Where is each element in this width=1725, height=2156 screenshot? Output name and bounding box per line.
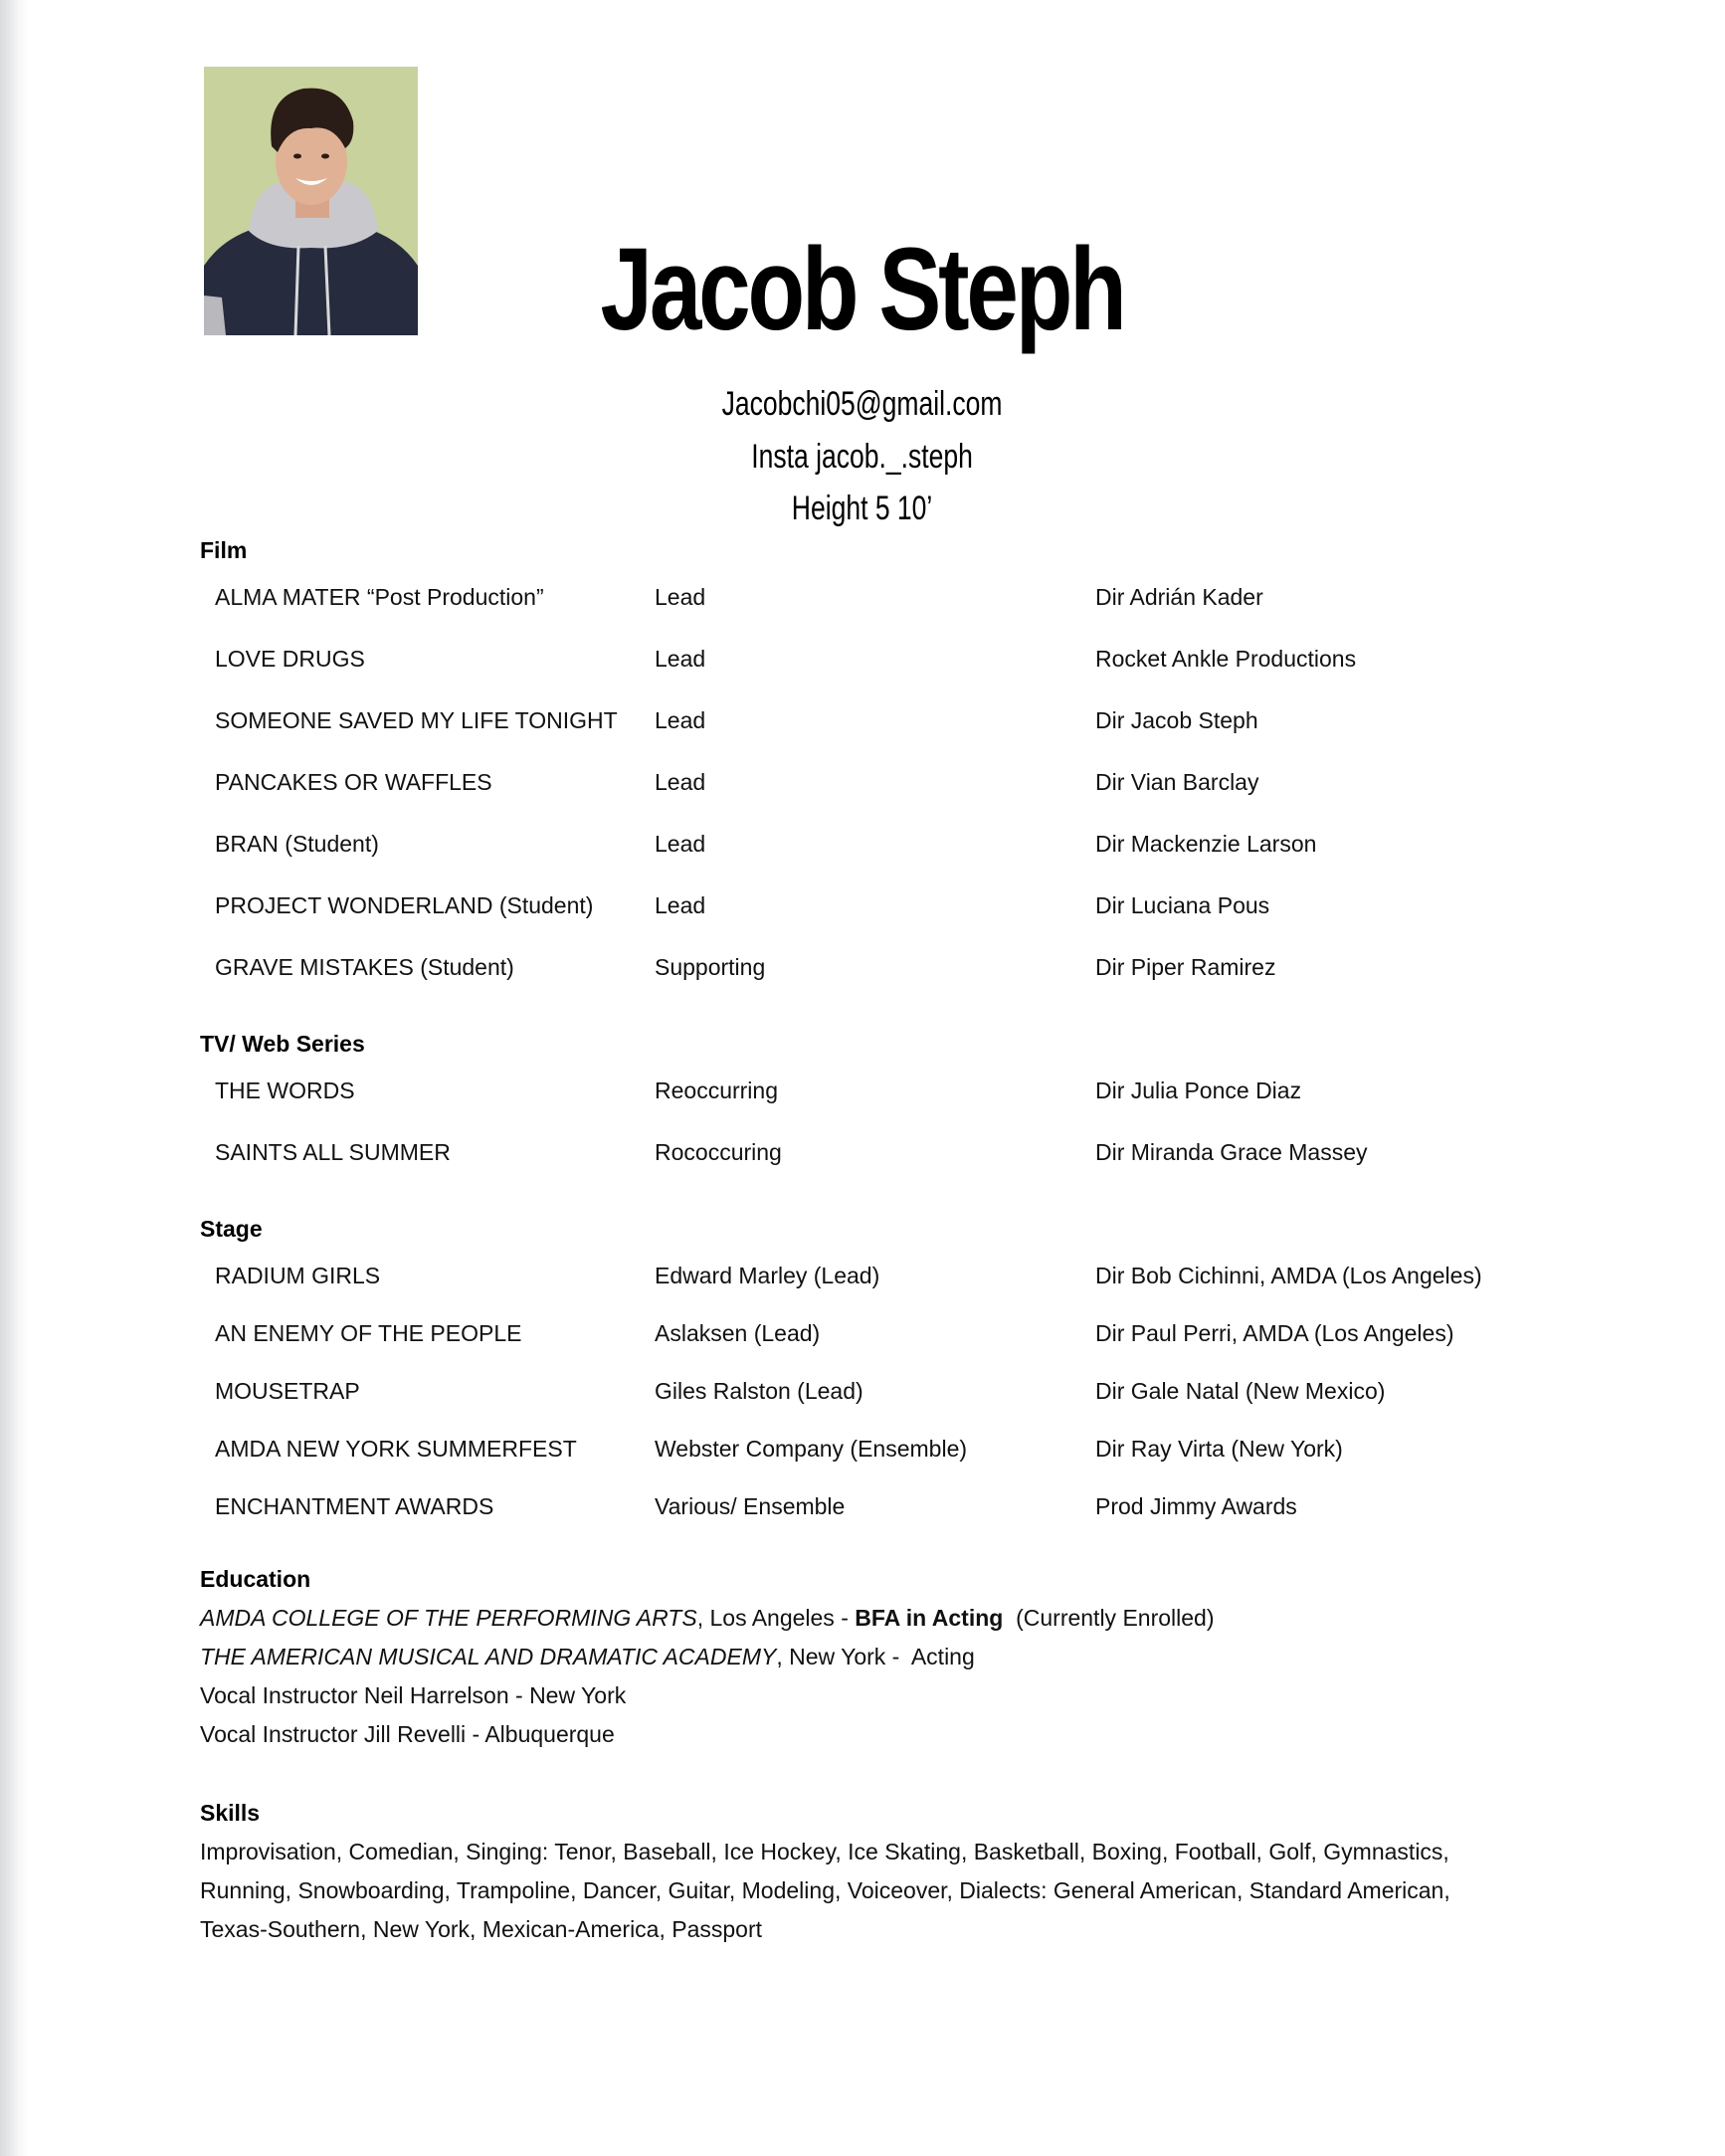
credit-role: Reoccurring <box>655 1078 778 1103</box>
credit-director: Dir Paul Perri, AMDA (Los Angeles) <box>1095 1320 1454 1346</box>
credit-role: Lead <box>655 707 706 733</box>
credit-role: Aslaksen (Lead) <box>655 1320 821 1346</box>
table-row <box>0 892 1725 922</box>
credit-title: ALMA MATER “Post Production” <box>215 584 544 610</box>
credit-director: Dir Piper Ramirez <box>1095 954 1276 980</box>
contact-insta: Insta jacob._.steph <box>751 438 973 476</box>
credit-director: Dir Vian Barclay <box>1095 769 1259 795</box>
credit-role: Lead <box>655 769 706 795</box>
credit-title: ENCHANTMENT AWARDS <box>215 1493 494 1519</box>
education-line <box>200 1644 975 1670</box>
credit-title: AMDA NEW YORK SUMMERFEST <box>215 1436 577 1462</box>
table-row <box>0 769 1725 799</box>
credit-role: Lead <box>655 892 706 918</box>
credit-role: Giles Ralston (Lead) <box>655 1378 863 1404</box>
credit-director: Dir Gale Natal (New Mexico) <box>1095 1378 1386 1404</box>
table-row <box>0 1493 1725 1523</box>
credit-director: Dir Jacob Steph <box>1095 707 1258 733</box>
table-row <box>0 1078 1725 1107</box>
table-row <box>0 831 1725 861</box>
credit-director: Dir Julia Ponce Diaz <box>1095 1078 1302 1103</box>
skills-line: Texas-Southern, New York, Mexican-America, Passport <box>200 1916 763 1942</box>
section-title-skills: Skills <box>200 1800 261 1826</box>
skills-line: Improvisation, Comedian, Singing: Tenor, Baseball, Ice Hockey, Ice Skating, Basketball, Boxing, Football, Golf, Gymnastics, <box>200 1839 1449 1864</box>
table-row <box>0 1320 1725 1350</box>
school-name: AMDA COLLEGE OF THE PERFORMING ARTS <box>200 1605 697 1631</box>
credit-title: PROJECT WONDERLAND (Student) <box>215 892 594 918</box>
section-title-education: Education <box>200 1566 311 1592</box>
section-title-stage: Stage <box>200 1216 263 1242</box>
credit-role: Edward Marley (Lead) <box>655 1263 880 1288</box>
credit-role: Various/ Ensemble <box>655 1493 846 1519</box>
table-row <box>0 1436 1725 1466</box>
education-line <box>200 1605 1215 1632</box>
actor-name: Jacob Steph <box>600 224 1124 355</box>
credit-title: MOUSETRAP <box>215 1378 360 1404</box>
education-line: Vocal Instructor Jill Revelli - Albuquerque <box>200 1721 615 1747</box>
credit-director: Dir Miranda Grace Massey <box>1095 1139 1368 1165</box>
credit-role: Supporting <box>655 954 766 980</box>
credit-title: BRAN (Student) <box>215 831 379 857</box>
credit-role: Lead <box>655 831 706 857</box>
credit-role: Webster Company (Ensemble) <box>655 1436 968 1462</box>
credit-title: SAINTS ALL SUMMER <box>215 1139 451 1165</box>
credit-director: Dir Mackenzie Larson <box>1095 831 1317 857</box>
table-row <box>0 707 1725 737</box>
degree: BFA in Acting <box>855 1605 1004 1631</box>
section-title-tv: TV/ Web Series <box>200 1031 365 1057</box>
credit-director: Dir Luciana Pous <box>1095 892 1270 918</box>
credit-role: Lead <box>655 584 706 610</box>
table-row <box>0 1263 1725 1292</box>
table-row <box>0 954 1725 984</box>
enrollment-status: (Currently Enrolled) <box>1003 1605 1215 1631</box>
table-row <box>0 1139 1725 1169</box>
school-name: THE AMERICAN MUSICAL AND DRAMATIC ACADEMY <box>200 1644 777 1669</box>
credit-role: Rococcuring <box>655 1139 782 1165</box>
table-row <box>0 584 1725 614</box>
school-location: , Los Angeles - <box>696 1605 856 1631</box>
school-location: , New York - Acting <box>776 1644 975 1669</box>
credit-role: Lead <box>655 646 706 672</box>
credit-title: AN ENEMY OF THE PEOPLE <box>215 1320 522 1346</box>
credit-director: Dir Bob Cichinni, AMDA (Los Angeles) <box>1095 1263 1482 1288</box>
credit-title: RADIUM GIRLS <box>215 1263 381 1288</box>
credit-director: Prod Jimmy Awards <box>1095 1493 1297 1519</box>
credit-director: Dir Ray Virta (New York) <box>1095 1436 1343 1462</box>
credit-title: PANCAKES OR WAFFLES <box>215 769 492 795</box>
credit-director: Rocket Ankle Productions <box>1095 646 1357 672</box>
credit-title: LOVE DRUGS <box>215 646 365 672</box>
section-title-film: Film <box>200 537 248 563</box>
contact-email: Jacobchi05@gmail.com <box>721 385 1003 423</box>
credit-title: GRAVE MISTAKES (Student) <box>215 954 514 980</box>
education-line: Vocal Instructor Neil Harrelson - New York <box>200 1682 627 1708</box>
credit-title: THE WORDS <box>215 1078 355 1103</box>
skills-line: Running, Snowboarding, Trampoline, Dancer, Guitar, Modeling, Voiceover, Dialects: General American, Standard American, <box>200 1877 1450 1903</box>
table-row <box>0 646 1725 676</box>
table-row <box>0 1378 1725 1408</box>
contact-height: Height 5 10’ <box>791 490 933 527</box>
credit-title: SOMEONE SAVED MY LIFE TONIGHT <box>215 707 618 733</box>
credit-director: Dir Adrián Kader <box>1095 584 1263 610</box>
